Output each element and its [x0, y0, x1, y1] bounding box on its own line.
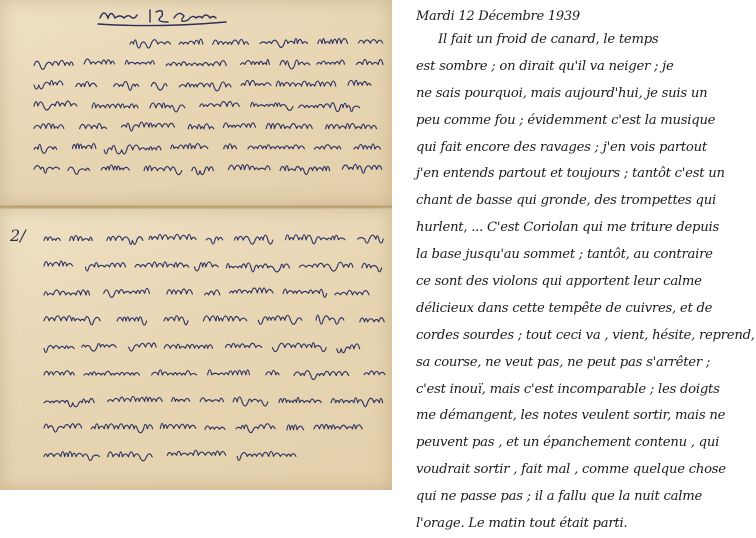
transcription-line: cordes sourdes ; tout ceci va , vient, hésite, reprend, — [416, 327, 755, 343]
handwriting-stroke — [92, 103, 138, 108]
handwriting-stroke — [167, 450, 225, 455]
handwriting-stroke — [241, 60, 270, 65]
handwriting-stroke — [354, 144, 381, 149]
handwriting-stroke — [101, 165, 129, 170]
handwriting-stroke — [44, 261, 73, 266]
handwriting-stroke — [108, 396, 162, 401]
handwriting-stroke — [34, 123, 64, 128]
handwriting-stroke — [230, 288, 273, 293]
handwriting-stroke — [342, 164, 382, 173]
handwriting-stroke — [135, 262, 189, 267]
handwriting-stroke — [144, 166, 182, 175]
handwriting-stroke — [248, 145, 305, 149]
handwriting-stroke — [44, 371, 74, 375]
handwriting-stroke — [337, 344, 360, 353]
handwriting-stroke — [294, 371, 349, 380]
transcription-line: sa course, ne veut pas, ne peut pas s'arrêter ; — [416, 354, 711, 370]
handwriting-stroke — [364, 371, 385, 375]
handwriting-stroke — [80, 124, 107, 129]
handwriting-stroke — [314, 425, 362, 429]
handwriting-stroke — [114, 81, 139, 90]
transcription-line: qui ne passe pas ; il a fallu que la nuit calme — [416, 489, 703, 505]
handwriting-stroke — [72, 144, 96, 149]
handwriting-stroke — [166, 61, 226, 66]
transcription-line: ce sont des violons qui apportent leur calme — [416, 274, 702, 290]
handwriting-stroke — [82, 344, 116, 352]
handwriting-stroke — [234, 235, 273, 244]
transcription-line: me démangent, les notes veulent sortir, mais ne — [416, 408, 726, 424]
handwriting-stroke — [315, 145, 341, 149]
handwriting-stroke — [164, 344, 212, 348]
handwriting-stroke — [279, 398, 321, 403]
handwriting-stroke — [200, 102, 240, 107]
transcription-line: est sombre ; on dirait qu'il va neiger ; je — [416, 58, 674, 74]
handwriting-stroke — [286, 235, 345, 244]
handwriting-stroke — [203, 316, 246, 321]
handwriting-stroke — [299, 262, 353, 271]
handwriting-stroke — [348, 80, 371, 85]
handwriting-stroke — [84, 59, 114, 64]
handwriting-stroke — [224, 144, 237, 149]
transcription-line: chant de basse qui gronde, des trompettes qui — [416, 193, 716, 209]
handwriting-stroke — [236, 424, 275, 433]
handwriting-stroke — [276, 81, 336, 86]
handwriting-stroke — [287, 425, 304, 430]
transcription-line: j'en entends partout et toujours ; tantôt c'est un — [416, 166, 725, 182]
handwriting-stroke — [172, 398, 190, 402]
handwriting-stroke — [164, 316, 188, 325]
handwriting-stroke — [280, 166, 330, 175]
handwriting-stroke — [104, 145, 161, 154]
handwriting-stroke — [179, 82, 231, 91]
handwriting-stroke — [266, 124, 312, 129]
handwriting-stroke — [213, 39, 249, 44]
handwriting-stroke — [208, 370, 250, 375]
handwriting-stroke — [151, 83, 167, 91]
handwriting-stroke — [44, 345, 74, 352]
handwriting-stroke — [200, 398, 223, 402]
transcription-line: délicieux dans cette tempête de cuivres, et de — [416, 300, 713, 316]
handwriting-stroke — [228, 165, 270, 170]
handwriting-stroke — [84, 371, 140, 375]
transcription-line: l'orage. Le matin tout était parti. — [416, 516, 628, 532]
handwriting-stroke — [129, 343, 157, 351]
handwriting-stroke — [44, 316, 100, 325]
handwriting-stroke — [192, 167, 214, 175]
handwriting-stroke — [272, 343, 326, 352]
handwriting-stroke — [125, 60, 154, 64]
transcription-line: hurlent, ... C'est Coriolan qui me triture depuis — [416, 220, 719, 236]
handwriting-stroke — [299, 103, 360, 112]
transcription-line: la base jusqu'au sommet ; tantôt, au contraire — [416, 247, 713, 263]
transcription-line: voudrait sortir , fait mal , comme quelque chose — [416, 462, 726, 478]
handwriting-stroke — [225, 343, 261, 347]
handwriting-stroke — [70, 236, 93, 241]
handwriting-stroke — [91, 424, 153, 433]
handwriting-stroke — [150, 103, 185, 112]
handwriting-stroke — [44, 290, 89, 295]
handwriting-stroke — [280, 60, 310, 69]
handwriting-body — [0, 0, 392, 490]
handwriting-stroke — [260, 39, 308, 48]
transcription-line: c'est inouï, mais c'est incomparable ; les doigts — [416, 381, 720, 397]
transcription-line: Il fait un froid de canard, le temps — [438, 32, 659, 47]
handwriting-stroke — [206, 237, 222, 244]
handwriting-stroke — [318, 39, 348, 44]
handwriting-stroke — [152, 370, 197, 375]
handwriting-stroke — [34, 144, 57, 153]
handwriting-stroke — [266, 370, 279, 374]
handwriting-stroke — [258, 315, 302, 324]
handwriting-stroke — [283, 289, 327, 297]
handwriting-stroke — [326, 124, 377, 129]
handwriting-stroke — [160, 423, 196, 428]
handwriting-stroke — [317, 60, 345, 64]
handwriting-stroke — [85, 263, 125, 271]
transcription-text — [408, 6, 754, 538]
handwriting-stroke — [316, 315, 344, 324]
handwriting-stroke — [335, 290, 369, 294]
handwriting-stroke — [358, 235, 384, 243]
handwriting-stroke — [223, 123, 255, 127]
handwriting-stroke — [44, 237, 60, 240]
handwriting-stroke — [76, 82, 97, 87]
handwriting-stroke — [358, 40, 382, 44]
transcription-line: qui fait encore des ravages ; j'en vois partout — [416, 139, 707, 155]
handwriting-stroke — [362, 263, 382, 271]
handwriting-stroke — [34, 60, 73, 69]
handwriting-stroke — [34, 81, 63, 89]
handwriting-stroke — [117, 317, 147, 325]
handwriting-stroke — [237, 451, 296, 460]
handwriting-stroke — [356, 60, 382, 65]
handwriting-stroke — [149, 234, 196, 239]
handwriting-stroke — [130, 40, 170, 48]
transcription-line: ne sais pourquoi, mais aujourd'hui, je suis un — [416, 85, 708, 101]
handwriting-stroke — [34, 166, 60, 174]
handwriting-stroke — [226, 263, 289, 272]
handwriting-stroke — [188, 124, 213, 129]
handwriting-stroke — [104, 288, 150, 297]
handwriting-stroke — [360, 318, 384, 322]
handwriting-stroke — [194, 262, 218, 271]
transcription-lines — [408, 27, 754, 538]
transcription-line: peu comme fou ; évidemment c'est la musique — [416, 112, 716, 128]
handwriting-stroke — [171, 144, 208, 149]
handwriting-stroke — [44, 452, 99, 461]
handwriting-stroke — [44, 424, 82, 432]
handwriting-stroke — [107, 236, 143, 244]
handwriting-stroke — [34, 101, 77, 110]
manuscript-image — [0, 0, 392, 490]
handwriting-stroke — [205, 426, 225, 429]
handwriting-stroke — [179, 39, 203, 44]
handwriting-stroke — [108, 452, 152, 461]
handwriting-stroke — [44, 399, 94, 407]
handwriting-stroke — [331, 398, 383, 407]
handwriting-stroke — [121, 122, 174, 131]
transcription-date: Mardi 12 Décembre 1939 — [416, 9, 580, 24]
transcription-line: peuvent pas , et un épanchement contenu , qui — [416, 435, 720, 451]
folio-number: 2/ — [10, 226, 26, 245]
handwriting-stroke — [251, 102, 293, 110]
handwriting-stroke — [167, 289, 193, 294]
handwriting-stroke — [205, 290, 220, 295]
handwriting-stroke — [68, 167, 90, 174]
handwriting-stroke — [241, 81, 271, 86]
handwriting-stroke — [233, 397, 268, 406]
